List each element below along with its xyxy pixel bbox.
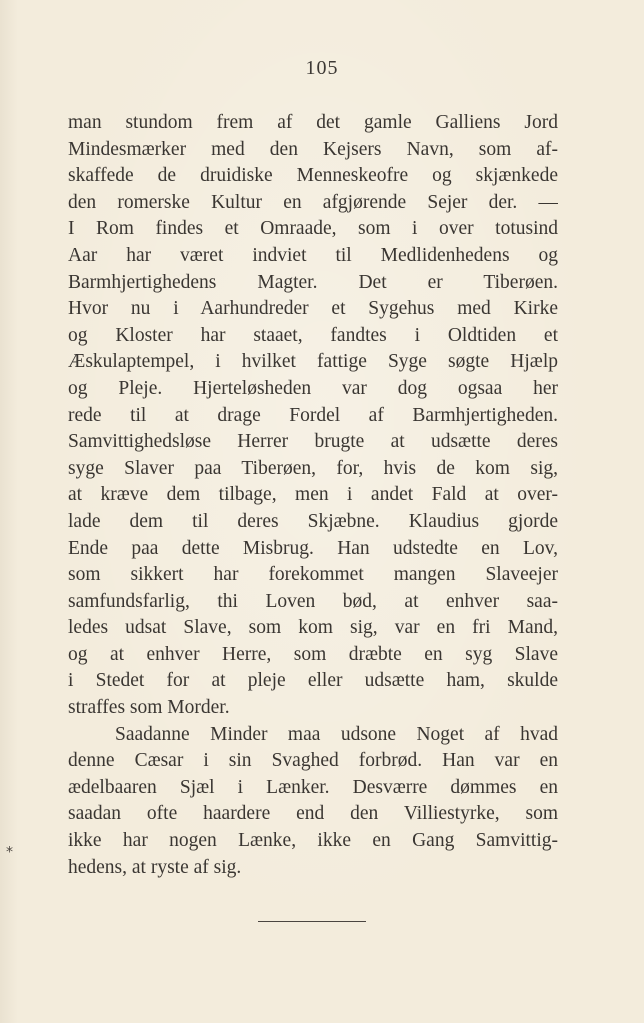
- text-line: skaffede de druidiske Menneskeofre og skjænkede: [68, 165, 558, 187]
- text-line: saadan ofte haardere end den Villiestyrke, som: [68, 803, 558, 825]
- text-line: ledes udsat Slave, som kom sig, var en fri Mand,: [68, 617, 558, 639]
- text-line: man stundom frem af det gamle Galliens Jord: [68, 112, 558, 133]
- text-line: straffes som Morder.: [68, 697, 230, 719]
- end-rule: [258, 921, 366, 922]
- text-line: ikke har nogen Lænke, ikke en Gang Samvittig-: [68, 830, 558, 852]
- text-line: samfundsfarlig, thi Loven bød, at enhver saa-: [68, 590, 558, 612]
- text-line: Aar har været indviet til Medlidenhedens og: [68, 244, 558, 266]
- text-line: og at enhver Herre, som dræbte en syg Slave: [68, 643, 558, 665]
- text-line: syge Slaver paa Tiberøen, for, hvis de kom sig,: [68, 457, 558, 479]
- text-line: i Stedet for at pleje eller udsætte ham, skulde: [68, 670, 558, 692]
- text-line: Hvor nu i Aarhundreder et Sygehus med Kirke: [68, 298, 558, 320]
- text-line: Samvittighedsløse Herrer brugte at udsætte deres: [68, 431, 558, 453]
- page-number: 105: [305, 57, 339, 79]
- text-line: som sikkert har forekommet mangen Slaveejer: [68, 564, 558, 586]
- text-line: rede til at drage Fordel af Barmhjertigheden.: [68, 404, 558, 426]
- text-line: Æskulaptempel, i hvilket fattige Syge søgte Hjælp: [68, 351, 558, 373]
- margin-mark-icon: ⁎: [6, 840, 13, 856]
- text-line: denne Cæsar i sin Svaghed forbrød. Han var en: [68, 750, 558, 772]
- text-line: ædelbaaren Sjæl i Lænker. Desværre dømmes en: [68, 776, 558, 798]
- text-line: den romerske Kultur en afgjørende Sejer der. —: [68, 191, 558, 213]
- text-line: at kræve dem tilbage, men i andet Fald at over-: [68, 484, 558, 506]
- text-line: I Rom findes et Omraade, som i over totusind: [68, 218, 558, 240]
- text-line: hedens, at ryste af sig.: [68, 856, 242, 878]
- text-line: og Pleje. Hjerteløsheden var dog ogsaa her: [68, 377, 558, 399]
- text-line: Mindesmærker med den Kejsers Navn, som af-: [68, 138, 558, 160]
- text-line: og Kloster har staaet, fandtes i Oldtiden et: [68, 324, 558, 346]
- text-line: Saadanne Minder maa udsone Noget af hvad: [115, 723, 558, 745]
- text-line: Ende paa dette Misbrug. Han udstedte en Lov,: [68, 537, 558, 559]
- text-line: lade dem til deres Skjæbne. Klaudius gjorde: [68, 510, 558, 532]
- text-line: Barmhjertighedens Magter. Det er Tiberøen.: [68, 271, 558, 293]
- body-text: [68, 110, 558, 881]
